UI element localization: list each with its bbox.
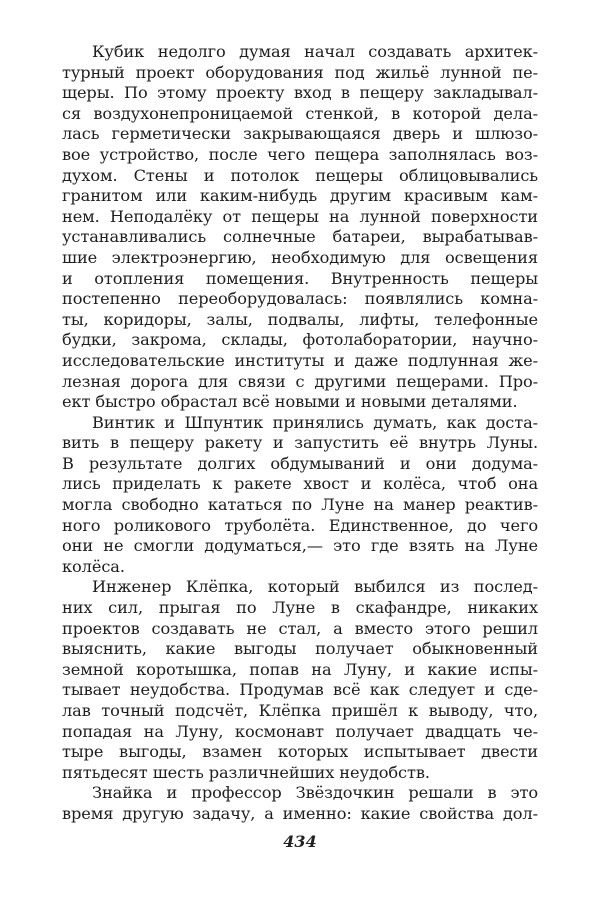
text-line: лезная дорога для связи с другими пещерами. Про- bbox=[62, 371, 538, 391]
text-line: постепенно переоборудовалась: появлялись комна- bbox=[62, 289, 538, 309]
text-line: будки, закрома, склады, фотолаборатории, научно- bbox=[62, 330, 538, 350]
text-line: нем. Неподалёку от пещеры на лунной поверхности bbox=[62, 206, 538, 226]
text-line: тыре выгоды, взамен которых испытывает двести bbox=[62, 742, 538, 762]
text-line: попадая на Луну, космонавт получает двадцать че- bbox=[62, 721, 538, 741]
text-line: проектов создавать не стал, а вместо этого решил bbox=[62, 618, 538, 638]
text-line: вое устройство, после чего пещера заполнялась воз- bbox=[62, 144, 538, 164]
text-line: исследовательские институты и даже подлунная же- bbox=[62, 350, 538, 370]
text-line: Кубик недолго думая начал создавать архитек- bbox=[92, 42, 538, 61]
text-line: они не смогли додуматься,— это где взять на Луне bbox=[62, 536, 538, 556]
text-line: земной коротышка, попав на Луну, и какие испы- bbox=[62, 659, 538, 679]
text-line: устанавливались солнечные батареи, вырабатывав- bbox=[62, 227, 538, 247]
page-number: 434 bbox=[283, 832, 317, 851]
text-line: ся воздухонепроницаемой стенкой, в которой дела- bbox=[62, 103, 538, 123]
text-line: шие электроэнергию, необходимую для освещения bbox=[62, 247, 538, 267]
text-line: лись приделать к ракете хвост и колёса, чтоб она bbox=[62, 474, 538, 494]
paragraph bbox=[62, 42, 538, 413]
text-line: щеры. По этому проекту вход в пещеру закладывал- bbox=[62, 83, 538, 103]
text-line: время другую задачу, а именно: какие свойства дол- bbox=[62, 803, 538, 823]
text-line: лав точный подсчёт, Клёпка пришёл к выводу, что, bbox=[62, 701, 538, 720]
text-line: и отопления помещения. Внутренность пещеры bbox=[62, 268, 538, 288]
text-line: Знайка и профессор Звёздочкин решали в это bbox=[92, 783, 538, 803]
paragraph bbox=[62, 783, 538, 824]
text-line: них сил, прыгая по Луне в скафандре, никаких bbox=[62, 598, 538, 618]
text-line: пятьдесят шесть различнейших неудобств. bbox=[62, 762, 430, 782]
paragraph bbox=[62, 577, 538, 783]
text-line: духом. Стены и потолок пещеры облицовывались bbox=[62, 165, 538, 185]
text-line: Инженер Клёпка, который выбился из послед- bbox=[92, 577, 538, 597]
page-body-text bbox=[62, 42, 538, 825]
text-line: ного роликового труболёта. Единственное, до чего bbox=[62, 515, 538, 535]
text-line: тывает неудобства. Продумав всё как следует и сде- bbox=[62, 680, 538, 700]
text-line: ект быстро обрастал всё новыми и новыми деталями. bbox=[62, 392, 518, 412]
text-line: гранитом или каким-нибудь другим красивым кам- bbox=[62, 186, 538, 206]
text-line: лась герметически закрывающаяся дверь и шлюзо- bbox=[62, 124, 538, 144]
text-line: В результате долгих обдумываний и они додума- bbox=[62, 453, 538, 473]
text-line: Винтик и Шпунтик принялись думать, как доста- bbox=[92, 412, 538, 432]
text-line: турный проект оборудования под жильё лунной пе- bbox=[62, 62, 538, 82]
text-line: ты, коридоры, залы, подвалы, лифты, телефонные bbox=[62, 309, 538, 329]
text-line: колёса. bbox=[62, 556, 125, 576]
text-line: вить в пещеру ракету и запустить её внутрь Луны. bbox=[62, 433, 538, 453]
text-line: выяснить, какие выгоды получает обыкновенный bbox=[62, 639, 538, 659]
paragraph bbox=[62, 413, 538, 578]
text-line: могла свободно кататься по Луне на манер реактив- bbox=[62, 495, 538, 515]
